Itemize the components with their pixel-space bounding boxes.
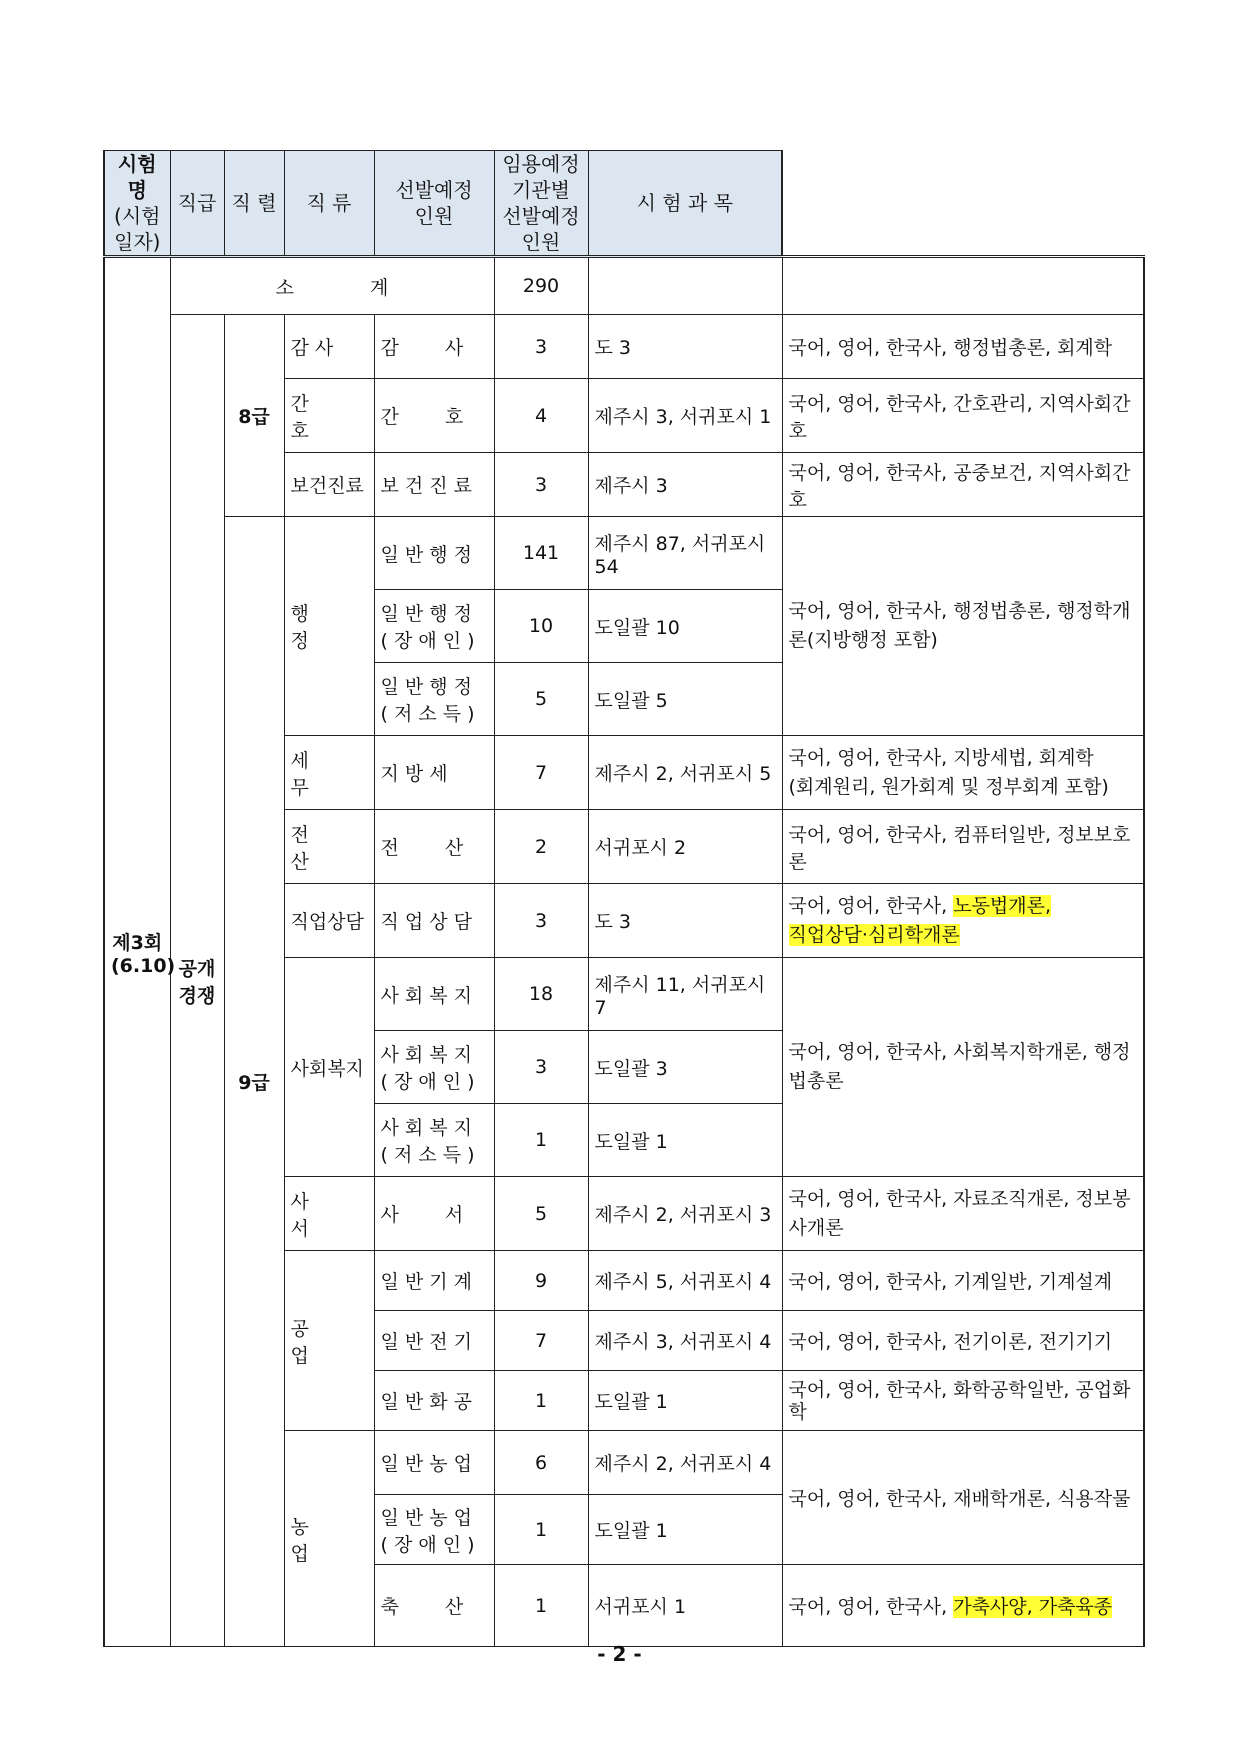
kind-line2: ( 장 애 인 ) — [380, 1533, 475, 1556]
subjects-line1: 국어, 영어, 한국사, 지방세법, 회계학 — [788, 746, 1094, 769]
series-cell: 행 정 — [284, 517, 374, 736]
grade-9-cell: 9급 — [224, 517, 284, 1647]
header-grade: 직급 — [170, 151, 224, 257]
series-cell: 공 업 — [284, 1251, 374, 1431]
header-exam-date-text: (시험일자) — [114, 204, 161, 254]
count-cell: 1 — [494, 1565, 588, 1647]
grade-8-cell: 8급 — [224, 315, 284, 517]
kind-cell: 보 건 진 료 — [374, 453, 494, 517]
count-cell: 9 — [494, 1251, 588, 1311]
kind-cell: 일 반 전 기 — [374, 1311, 494, 1371]
kind-cell: 축 산 — [374, 1565, 494, 1647]
subjects-cell: 국어, 영어, 한국사, 행정법총론, 회계학 — [782, 315, 1144, 379]
kind-cell: 전 산 — [374, 810, 494, 884]
kind-line1: 일 반 농 업 — [380, 1506, 473, 1529]
subjects-highlight: 가축사양, 가축육종 — [953, 1596, 1113, 1618]
header-series: 직 렬 — [224, 151, 284, 257]
count-cell: 7 — [494, 736, 588, 810]
subjects-cell — [782, 884, 1144, 958]
org-cell: 제주시 87, 서귀포시 54 — [588, 517, 782, 590]
kind-cell — [374, 1031, 494, 1104]
subjects-cell: 국어, 영어, 한국사, 재배학개론, 식용작물 — [782, 1431, 1144, 1565]
header-exam-name — [104, 151, 170, 257]
org-cell: 제주시 2, 서귀포시 3 — [588, 1177, 782, 1251]
subjects-cell: 국어, 영어, 한국사, 기계일반, 기계설계 — [782, 1251, 1144, 1311]
kind-line1: 사 회 복 지 — [380, 1044, 473, 1066]
kind-line2: ( 장 애 인 ) — [380, 630, 475, 652]
count-cell: 2 — [494, 810, 588, 884]
competition-cell — [170, 315, 224, 1647]
exam-schedule-table — [103, 150, 1145, 1647]
series-cell: 전 산 — [284, 810, 374, 884]
kind-cell — [374, 1495, 494, 1565]
subjects-line2: (회계원리, 원가회계 및 정부회계 포함) — [788, 775, 1109, 798]
kind-cell: 사 회 복 지 — [374, 958, 494, 1031]
subjects-highlight: 직업상담·심리학개론 — [788, 923, 960, 946]
subjects-cell — [782, 736, 1144, 810]
kind-line2: ( 저 소 득 ) — [380, 703, 475, 725]
series-cell: 간 호 — [284, 379, 374, 453]
kind-line1: 일 반 행 정 — [380, 676, 473, 698]
series-cell: 보건진료 — [284, 453, 374, 517]
subjects-cell: 국어, 영어, 한국사, 공중보건, 지역사회간호 — [782, 453, 1144, 517]
subtotal-subjects — [782, 257, 1144, 315]
subtotal-org — [588, 257, 782, 315]
subjects-plain: 국어, 영어, 한국사, — [788, 894, 954, 917]
subjects-cell: 국어, 영어, 한국사, 사회복지학개론, 행정법총론 — [782, 958, 1144, 1177]
count-cell: 3 — [494, 453, 588, 517]
exam-round-date: (6.10) — [111, 954, 176, 977]
org-cell: 도일괄 10 — [588, 590, 782, 663]
count-cell: 4 — [494, 379, 588, 453]
org-cell: 도일괄 3 — [588, 1031, 782, 1104]
kind-cell — [374, 590, 494, 663]
count-cell: 5 — [494, 663, 588, 736]
org-cell: 도일괄 5 — [588, 663, 782, 736]
series-cell — [284, 315, 374, 379]
count-cell: 3 — [494, 884, 588, 958]
count-cell: 5 — [494, 1177, 588, 1251]
count-cell: 141 — [494, 517, 588, 590]
org-cell: 제주시 2, 서귀포시 5 — [588, 736, 782, 810]
org-cell: 도 3 — [588, 884, 782, 958]
count-cell: 1 — [494, 1495, 588, 1565]
org-cell: 제주시 3, 서귀포시 1 — [588, 379, 782, 453]
org-cell: 제주시 3, 서귀포시 4 — [588, 1311, 782, 1371]
table-row — [104, 257, 1144, 315]
table-row — [104, 315, 1144, 379]
org-cell: 도일괄 1 — [588, 1495, 782, 1565]
subjects-highlight: 노동법개론, — [953, 894, 1052, 917]
series-cell: 직업상담 — [284, 884, 374, 958]
header-planned-line2: 인원 — [414, 204, 454, 228]
kind-cell: 일 반 화 공 — [374, 1371, 494, 1431]
series-cell: 사회복지 — [284, 958, 374, 1177]
org-cell: 제주시 5, 서귀포시 4 — [588, 1251, 782, 1311]
kind-cell: 일 반 기 계 — [374, 1251, 494, 1311]
kind-cell: 지 방 세 — [374, 736, 494, 810]
series-cell: 사 서 — [284, 1177, 374, 1251]
exam-round-cell — [104, 257, 176, 1647]
subjects-cell: 국어, 영어, 한국사, 전기이론, 전기기기 — [782, 1311, 1144, 1371]
competition-line1: 공개 — [178, 957, 216, 980]
count-cell: 3 — [494, 315, 588, 379]
subtotal-value: 290 — [494, 257, 588, 315]
subjects-cell: 국어, 영어, 한국사, 자료조직개론, 정보봉사개론 — [782, 1177, 1144, 1251]
competition-line2: 경쟁 — [178, 984, 216, 1007]
series-text: 감 사 — [290, 337, 334, 359]
subjects-cell: 국어, 영어, 한국사, 컴퓨터일반, 정보보호론 — [782, 810, 1144, 884]
subjects-cell: 국어, 영어, 한국사, 간호관리, 지역사회간호 — [782, 379, 1144, 453]
header-org-line1: 임용예정기관별 — [502, 152, 580, 202]
kind-cell: 간 호 — [374, 379, 494, 453]
org-cell: 도일괄 1 — [588, 1104, 782, 1177]
header-planned-line1: 선발예정 — [395, 178, 473, 202]
subjects-cell: 국어, 영어, 한국사, 행정법총론, 행정학개론(지방행정 포함) — [782, 517, 1144, 736]
kind-cell: 일 반 농 업 — [374, 1431, 494, 1495]
header-org-line2: 선발예정인원 — [502, 204, 580, 254]
kind-cell — [374, 663, 494, 736]
org-cell: 도일괄 1 — [588, 1371, 782, 1431]
page-number: - 2 - — [597, 1642, 642, 1666]
org-cell: 제주시 2, 서귀포시 4 — [588, 1431, 782, 1495]
subjects-plain: 국어, 영어, 한국사, — [788, 1596, 954, 1618]
series-cell: 농 업 — [284, 1431, 374, 1647]
org-cell: 제주시 3 — [588, 453, 782, 517]
kind-cell: 감 사 — [374, 315, 494, 379]
count-cell: 10 — [494, 590, 588, 663]
org-cell: 도 3 — [588, 315, 782, 379]
header-subjects: 시 험 과 목 — [588, 151, 782, 257]
exam-round: 제3회 — [112, 931, 163, 954]
kind-line1: 일 반 행 정 — [380, 603, 473, 625]
count-cell: 18 — [494, 958, 588, 1031]
header-row — [104, 151, 1144, 257]
subjects-cell: 국어, 영어, 한국사, 화학공학일반, 공업화학 — [782, 1371, 1144, 1431]
subjects-cell — [782, 1565, 1144, 1647]
org-cell: 서귀포시 1 — [588, 1565, 782, 1647]
header-org — [494, 151, 588, 257]
kind-line2: ( 장 애 인 ) — [380, 1071, 475, 1093]
count-cell: 6 — [494, 1431, 588, 1495]
count-cell: 3 — [494, 1031, 588, 1104]
series-cell: 세 무 — [284, 736, 374, 810]
kind-cell: 사 서 — [374, 1177, 494, 1251]
header-planned — [374, 151, 494, 257]
org-cell: 서귀포시 2 — [588, 810, 782, 884]
count-cell: 7 — [494, 1311, 588, 1371]
kind-cell — [374, 1104, 494, 1177]
count-cell: 1 — [494, 1371, 588, 1431]
header-kind: 직 류 — [284, 151, 374, 257]
table-row — [104, 517, 1144, 590]
org-cell: 제주시 11, 서귀포시 7 — [588, 958, 782, 1031]
kind-cell: 직 업 상 담 — [374, 884, 494, 958]
kind-cell: 일 반 행 정 — [374, 517, 494, 590]
kind-line1: 사 회 복 지 — [380, 1117, 473, 1139]
count-cell: 1 — [494, 1104, 588, 1177]
kind-line2: ( 저 소 득 ) — [380, 1144, 475, 1166]
subtotal-label: 소 계 — [170, 257, 494, 315]
header-exam-name-text: 시험명 — [117, 152, 157, 202]
